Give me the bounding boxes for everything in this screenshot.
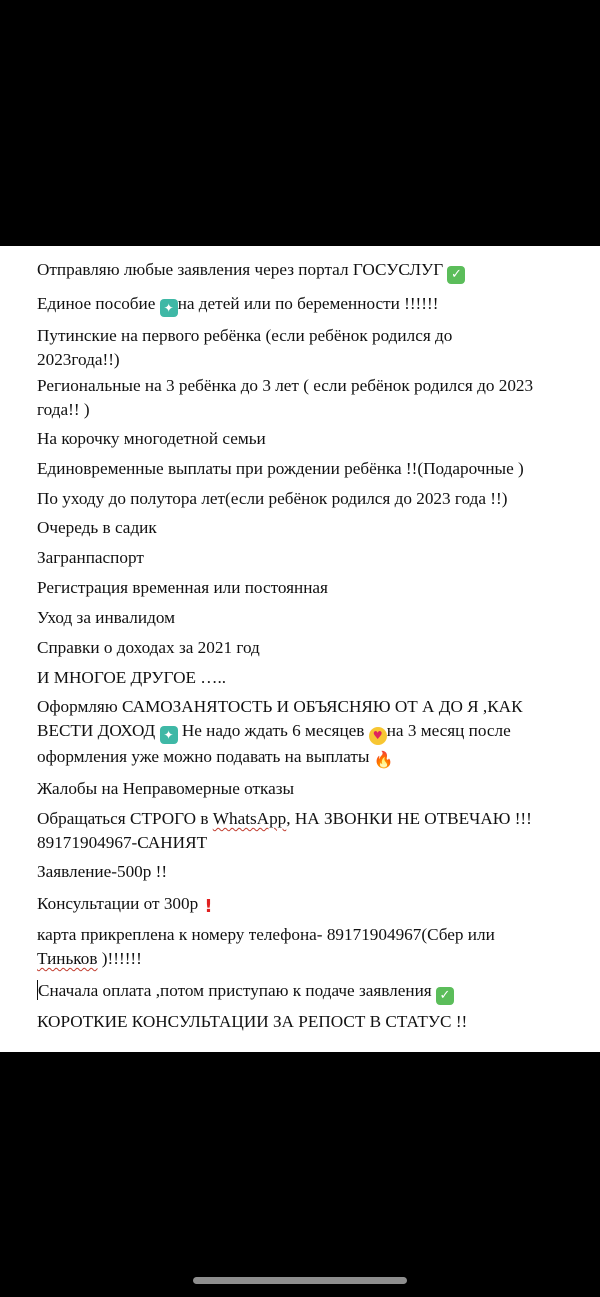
tinkoff-text: Тиньков — [37, 949, 98, 968]
line-text: Регистрация временная или постоянная — [37, 578, 328, 597]
line-text: Жалобы на Неправомерные отказы — [37, 779, 295, 798]
line-one-time-payments — [37, 457, 582, 481]
line-text: По уходу до полутора лет(если ребёнок родился до 2023 года !!) — [37, 489, 508, 508]
sparkle-icon: ✦ — [160, 299, 178, 317]
line-application-price — [37, 860, 582, 884]
line-repost-consultations — [37, 1010, 582, 1034]
line-text: Заявление-500р !! — [37, 862, 168, 881]
document-page — [0, 246, 600, 1052]
fire-icon: 🔥 — [373, 750, 394, 769]
line-text: Загранпаспорт — [37, 548, 144, 567]
line-payment-first — [37, 979, 582, 1005]
line-text: Очередь в садик — [37, 518, 157, 537]
line-text: КОРОТКИЕ КОНСУЛЬТАЦИИ ЗА РЕПОСТ В СТАТУС !! — [37, 1012, 468, 1031]
line-text: Региональные на 3 ребёнка до 3 лет ( если ребёнок родился до 2023 года!! ) — [37, 376, 534, 419]
line-text: Справки о доходах за 2021 год — [37, 638, 260, 657]
sparkle-icon: ✦ — [160, 726, 178, 744]
line-contact — [37, 807, 572, 855]
line-registration — [37, 576, 582, 600]
line-text: Оформляю САМОЗАНЯТОСТЬ И ОБЪЯСНЯЮ ОТ А ДО Я ,КАК ВЕСТИ ДОХОД — [37, 697, 523, 740]
line-text: Не надо ждать 6 месяцев — [181, 721, 365, 740]
line-disability-care — [37, 606, 582, 630]
whatsapp-text: WhatsApp — [212, 809, 287, 828]
line-text: Путинские на первого ребёнка (если ребёнок родился до 2023года!!) — [37, 326, 453, 369]
check-mark-icon: ✓ — [436, 987, 454, 1005]
line-income-certificates — [37, 636, 582, 660]
line-text: И МНОГОЕ ДРУГОЕ ….. — [37, 668, 227, 687]
home-indicator-bar[interactable] — [193, 1277, 407, 1284]
line-text: Отправляю любые заявления через портал ГОСУСЛУГ — [37, 260, 444, 279]
line-text: На корочку многодетной семьи — [37, 429, 266, 448]
line-self-employment — [37, 695, 572, 769]
line-single-allowance — [37, 292, 582, 317]
line-gosuslugi — [37, 258, 582, 284]
line-text: , НА ЗВОНКИ НЕ ОТВЕЧАЮ !!! 89171904967-САНИЯТ — [37, 809, 532, 852]
line-large-family — [37, 427, 582, 451]
line-consultation-price — [37, 892, 582, 916]
line-text: Сначала оплата ,потом приступаю к подаче заявления — [38, 981, 432, 1000]
line-text: Единое пособие — [37, 294, 156, 313]
line-text: Консультации от 300р — [37, 894, 199, 913]
exclamation-icon: ! — [204, 896, 213, 917]
line-regional-payments — [37, 374, 577, 422]
line-text: Обращаться СТРОГО в — [37, 809, 209, 828]
heart-eyes-emoji-icon: ♥ — [369, 727, 387, 745]
line-much-more — [37, 666, 582, 690]
line-text: карта прикреплена к номеру телефона- 89171904967(Сбер или — [37, 925, 495, 944]
line-kindergarten — [37, 516, 582, 540]
line-putin-payments — [37, 324, 507, 372]
line-payment-card — [37, 923, 547, 971]
line-text: Единовременные выплаты при рождении ребёнка !!(Подарочные ) — [37, 459, 524, 478]
line-text: Уход за инвалидом — [37, 608, 175, 627]
check-mark-icon: ✓ — [447, 266, 465, 284]
line-childcare — [37, 487, 582, 511]
line-complaints — [37, 777, 582, 801]
line-passport — [37, 546, 582, 570]
line-text: на детей или по беременности !!!!!! — [177, 294, 439, 313]
line-text: )!!!!!! — [101, 949, 142, 968]
line-text: на 3 месяц после оформления уже можно подавать на выплаты — [37, 721, 511, 766]
